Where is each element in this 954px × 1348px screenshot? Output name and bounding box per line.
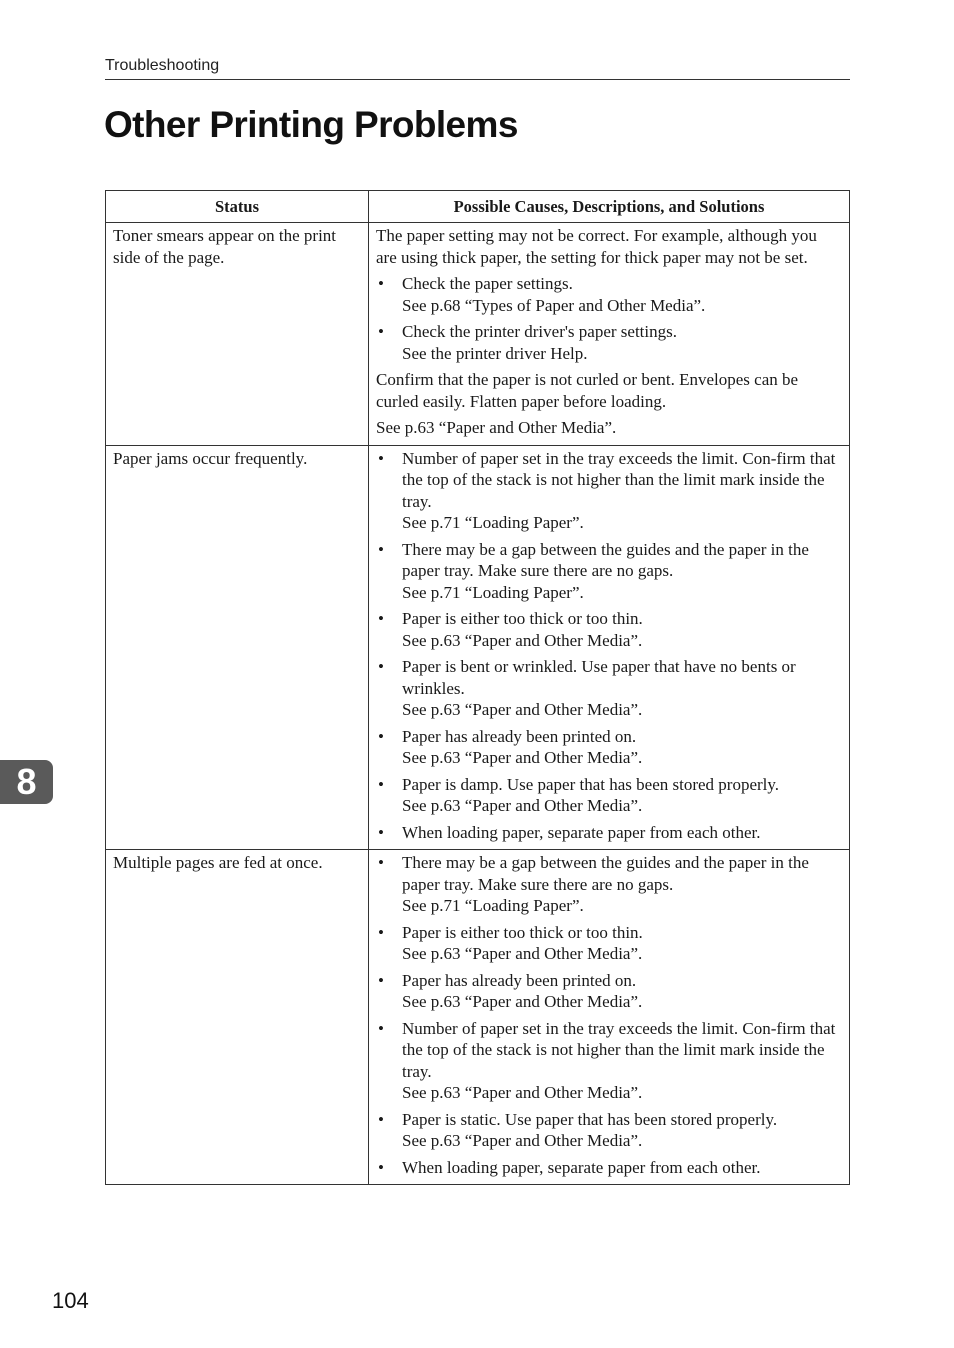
- cause-text: Number of paper set in the tray exceeds the limit. Con-firm that the top of the stack is not higher than the limit mark inside the tray.: [402, 448, 836, 511]
- troubleshooting-table: [105, 190, 850, 1185]
- cause-reference: See p.63 “Paper and Other Media”.: [402, 700, 643, 719]
- cause-reference: See p.71 “Loading Paper”.: [402, 513, 584, 532]
- bullet-icon: •: [378, 774, 384, 794]
- cause-intro: The paper setting may not be correct. For example, although you are using thick paper, the setting for thick paper may not be set.: [376, 226, 817, 267]
- cause-text: Paper is damp. Use paper that has been stored properly.: [402, 774, 780, 794]
- bullet-icon: •: [378, 322, 384, 341]
- cause-text: Check the paper settings.: [402, 274, 573, 293]
- header-divider: [105, 79, 850, 80]
- bullet-icon: •: [378, 1018, 384, 1038]
- bullet-icon: •: [378, 274, 384, 293]
- bullet-icon: •: [378, 726, 384, 746]
- table-row: [106, 850, 850, 1185]
- page-number: 104: [52, 1288, 89, 1313]
- list-item: [376, 539, 841, 604]
- cause-text: Paper is bent or wrinkled. Use paper that have no bents or wrinkles.: [402, 657, 796, 698]
- list-item: [376, 608, 841, 651]
- cause-reference: See p.63 “Paper and Other Media”.: [402, 748, 643, 767]
- bullet-icon: •: [378, 539, 384, 559]
- cause-reference: See p.71 “Loading Paper”.: [402, 896, 584, 915]
- table-row: [106, 445, 850, 850]
- list-item: [376, 822, 841, 844]
- cause-list: [376, 852, 841, 1178]
- causes-cell: [369, 850, 850, 1185]
- bullet-icon: •: [378, 970, 384, 990]
- cause-text: Paper is either too thick or too thin.: [402, 609, 643, 628]
- cause-reference: See p.68 “Types of Paper and Other Media”.: [402, 295, 706, 315]
- bullet-icon: •: [378, 657, 384, 676]
- list-item: [376, 273, 841, 316]
- list-item: [376, 321, 841, 364]
- cause-list: [376, 273, 841, 364]
- causes-cell: [369, 223, 850, 446]
- cause-reference: See p.63 “Paper and Other Media”.: [402, 630, 643, 650]
- list-item: [376, 1109, 841, 1152]
- list-item: [376, 1157, 841, 1179]
- list-item: [376, 656, 841, 721]
- cause-list: [376, 448, 841, 844]
- cause-reference: See p.63 “Paper and Other Media”.: [402, 1131, 643, 1150]
- running-head: Troubleshooting: [105, 57, 220, 74]
- chapter-tab: 8: [0, 760, 53, 804]
- list-item: [376, 922, 841, 965]
- causes-cell: [369, 445, 850, 850]
- bullet-icon: •: [378, 853, 384, 872]
- page-title: Other Printing Problems: [104, 104, 518, 145]
- list-item: [376, 852, 841, 917]
- cause-text: Paper has already been printed on.: [402, 970, 637, 990]
- bullet-icon: •: [378, 822, 384, 842]
- cause-reference: See p.63 “Paper and Other Media”.: [376, 418, 617, 437]
- cause-reference: See p.63 “Paper and Other Media”.: [402, 944, 643, 963]
- column-header-causes: Possible Causes, Descriptions, and Solutions: [369, 191, 850, 223]
- list-item: [376, 726, 841, 769]
- bullet-icon: •: [378, 922, 384, 942]
- bullet-icon: •: [378, 609, 384, 628]
- status-cell: Toner smears appear on the print side of the page.: [106, 223, 369, 446]
- cause-text: Paper has already been printed on.: [402, 726, 637, 746]
- status-cell: Paper jams occur frequently.: [106, 445, 369, 850]
- bullet-icon: •: [378, 1109, 384, 1129]
- cause-text: When loading paper, separate paper from each other.: [402, 1157, 761, 1177]
- list-item: [376, 1018, 841, 1104]
- table-row: [106, 223, 850, 446]
- cause-text: When loading paper, separate paper from each other.: [402, 822, 761, 842]
- cause-note: Confirm that the paper is not curled or bent. Envelopes can be curled easily. Flatten paper before loading.: [376, 370, 799, 411]
- cause-reference: See p.63 “Paper and Other Media”.: [402, 992, 643, 1011]
- cause-text: Number of paper set in the tray exceeds the limit. Con-firm that the top of the stack is not higher than the limit mark inside the tray.: [402, 1018, 836, 1081]
- list-item: [376, 774, 841, 817]
- list-item: [376, 970, 841, 1013]
- status-cell: Multiple pages are fed at once.: [106, 850, 369, 1185]
- cause-text: Check the printer driver's paper settings.: [402, 322, 677, 341]
- cause-text: There may be a gap between the guides and the paper in the paper tray. Make sure there are no gaps.: [402, 853, 809, 894]
- bullet-icon: •: [378, 448, 384, 468]
- column-header-status: Status: [106, 191, 369, 223]
- cause-text: Paper is either too thick or too thin.: [402, 922, 643, 942]
- cause-text: Paper is static. Use paper that has been stored properly.: [402, 1109, 778, 1129]
- table-header-row: [106, 191, 850, 223]
- cause-reference: See the printer driver Help.: [402, 343, 588, 363]
- list-item: [376, 448, 841, 534]
- bullet-icon: •: [378, 1157, 384, 1177]
- cause-text: There may be a gap between the guides and the paper in the paper tray. Make sure there are no gaps.: [402, 539, 809, 580]
- cause-reference: See p.71 “Loading Paper”.: [402, 582, 584, 602]
- cause-reference: See p.63 “Paper and Other Media”.: [402, 1083, 643, 1102]
- cause-reference: See p.63 “Paper and Other Media”.: [402, 796, 643, 815]
